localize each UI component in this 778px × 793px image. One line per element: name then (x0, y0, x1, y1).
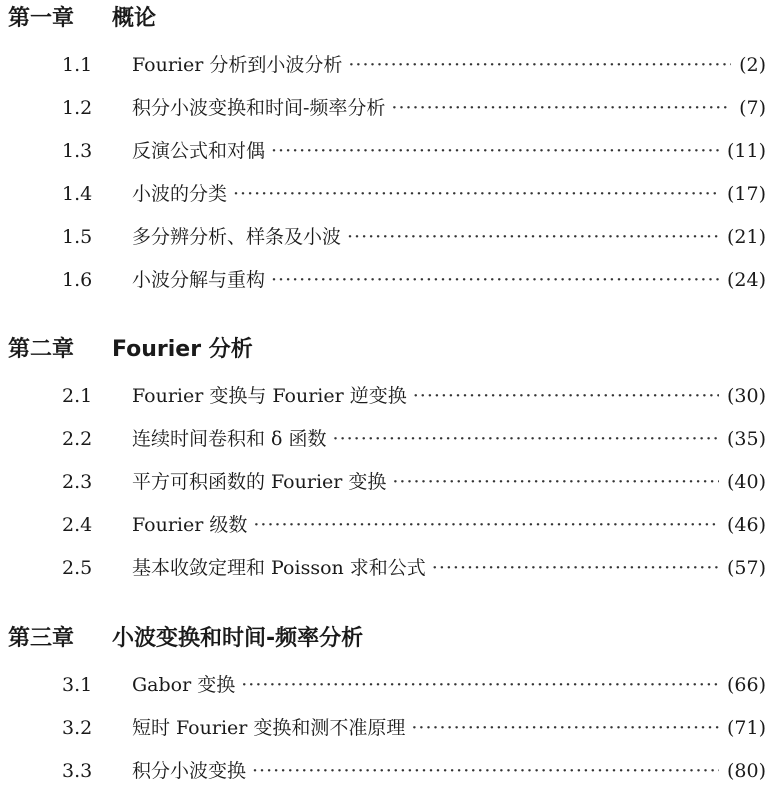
toc-entry (8, 173, 766, 216)
dot-leader (271, 130, 719, 173)
dot-leader (348, 44, 731, 87)
page-number: (21) (726, 226, 766, 248)
section-title: 多分辨分析、样条及小波 (132, 226, 342, 248)
page-number: (80) (726, 760, 766, 782)
chapter-title: 概论 (112, 6, 157, 31)
toc-entry (8, 707, 766, 750)
dot-leader (233, 173, 719, 216)
toc-entry (8, 259, 766, 302)
section-list (8, 44, 766, 302)
toc-entry (8, 504, 766, 547)
section-title: 平方可积函数的 Fourier 变换 (132, 471, 387, 493)
page-number: (35) (726, 428, 766, 450)
dot-leader (413, 375, 719, 418)
toc-entry (8, 87, 766, 130)
section-number: 2.1 (62, 385, 93, 407)
section-number: 1.4 (62, 183, 93, 205)
section-title: Fourier 级数 (132, 514, 248, 536)
page-number: (7) (739, 97, 766, 119)
page-number: (2) (739, 54, 766, 76)
page-number: (30) (726, 385, 766, 407)
chapter-1 (8, 2, 766, 302)
section-number: 1.5 (62, 226, 93, 248)
dot-leader (347, 216, 719, 259)
section-number: 1.1 (62, 54, 93, 76)
page-number: (71) (726, 717, 766, 739)
section-number: 1.2 (62, 97, 93, 119)
page-number: (40) (726, 471, 766, 493)
toc-entry (8, 130, 766, 173)
page-number: (11) (726, 140, 766, 162)
dot-leader (432, 547, 719, 590)
page-number: (57) (726, 557, 766, 579)
chapter-3 (8, 622, 766, 793)
section-title: 短时 Fourier 变换和测不准原理 (132, 717, 406, 739)
section-number: 1.6 (62, 269, 93, 291)
section-title: 连续时间卷积和 δ 函数 (132, 428, 327, 450)
section-number: 3.2 (62, 717, 93, 739)
toc-entry (8, 664, 766, 707)
chapter-number: 第一章 (8, 6, 75, 31)
chapter-heading (8, 622, 766, 656)
section-title: 小波分解与重构 (132, 269, 266, 291)
section-title: 反演公式和对偶 (132, 140, 266, 162)
section-title: 基本收敛定理和 Poisson 求和公式 (132, 557, 426, 579)
section-number: 2.3 (62, 471, 93, 493)
section-list (8, 375, 766, 590)
chapter-number: 第三章 (8, 626, 75, 651)
toc-entry (8, 547, 766, 590)
section-title: 小波的分类 (132, 183, 228, 205)
dot-leader (241, 664, 719, 707)
toc-entry (8, 375, 766, 418)
dot-leader (411, 707, 719, 750)
dot-leader (253, 504, 719, 547)
dot-leader (271, 259, 719, 302)
section-number: 2.2 (62, 428, 93, 450)
toc-entry (8, 750, 766, 793)
section-number: 3.1 (62, 674, 93, 696)
toc-entry (8, 418, 766, 461)
chapter-heading (8, 333, 766, 367)
section-number: 2.4 (62, 514, 93, 536)
dot-leader (333, 418, 719, 461)
section-title: 积分小波变换和时间-频率分析 (132, 97, 386, 119)
section-list (8, 664, 766, 793)
chapter-heading (8, 2, 766, 36)
toc-entry (8, 44, 766, 87)
section-number: 3.3 (62, 760, 93, 782)
page-number: (24) (726, 269, 766, 291)
section-number: 2.5 (62, 557, 93, 579)
section-title: Gabor 变换 (132, 674, 236, 696)
chapter-title: Fourier 分析 (112, 337, 253, 362)
page-number: (66) (726, 674, 766, 696)
dot-leader (391, 87, 731, 130)
dot-leader (252, 750, 719, 793)
page-number: (17) (726, 183, 766, 205)
toc-entry (8, 461, 766, 504)
chapter-number: 第二章 (8, 337, 75, 362)
chapter-2 (8, 333, 766, 590)
section-title: Fourier 分析到小波分析 (132, 54, 343, 76)
section-title: 积分小波变换 (132, 760, 247, 782)
page-number: (46) (726, 514, 766, 536)
dot-leader (392, 461, 719, 504)
chapter-title: 小波变换和时间-频率分析 (112, 626, 364, 651)
toc-entry (8, 216, 766, 259)
section-number: 1.3 (62, 140, 93, 162)
section-title: Fourier 变换与 Fourier 逆变换 (132, 385, 407, 407)
